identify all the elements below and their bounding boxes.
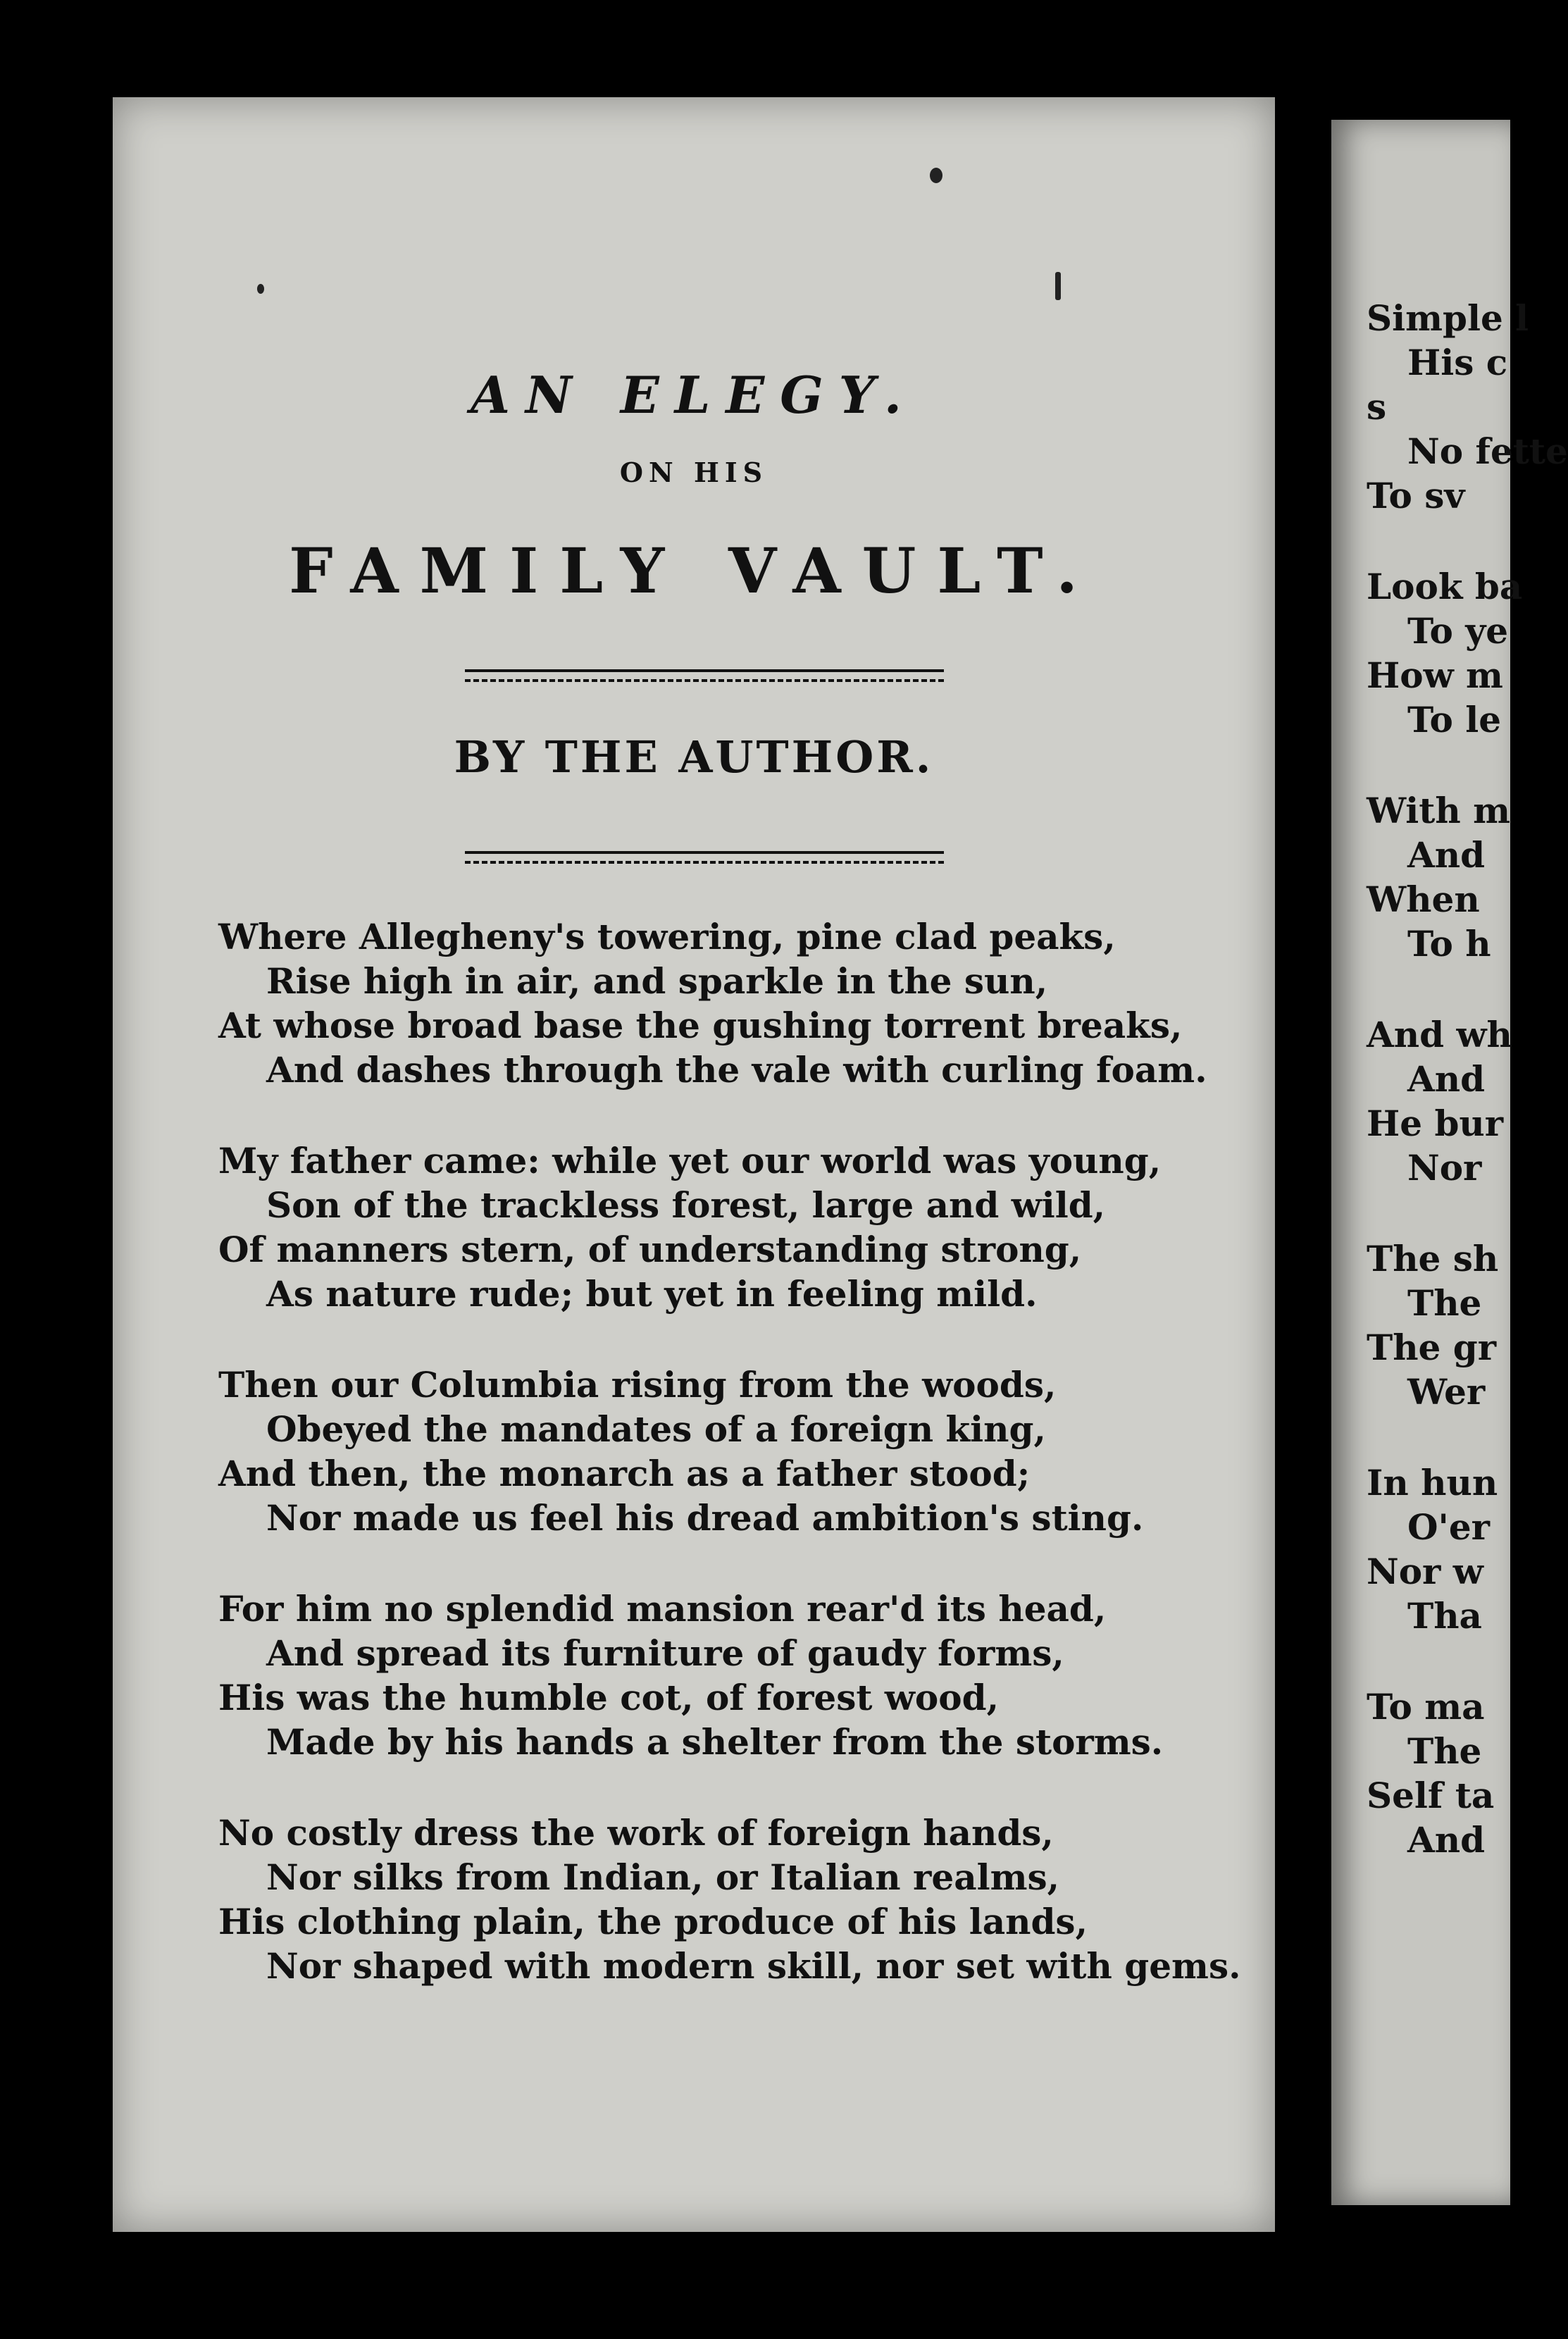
ink-speck xyxy=(257,284,264,294)
poem-line: Where Allegheny's towering, pine clad peaks, xyxy=(218,916,1116,957)
poem-line: Nor silks from Indian, or Italian realms, xyxy=(266,1856,1060,1898)
facing-page-line: The xyxy=(1407,1730,1482,1772)
ornamental-rule-top xyxy=(465,669,944,682)
ink-speck xyxy=(1055,272,1061,300)
stanza-4 xyxy=(218,1587,1261,1764)
facing-page-line: The sh xyxy=(1367,1238,1499,1279)
facing-page-line: No fette xyxy=(1407,430,1568,472)
stanza-3 xyxy=(218,1363,1261,1540)
facing-page-line: Self ta xyxy=(1367,1775,1495,1816)
poem-line: Then our Columbia rising from the woods, xyxy=(218,1364,1057,1406)
poem-line: His was the humble cot, of forest wood, xyxy=(218,1677,999,1718)
facing-page-text xyxy=(1367,296,1568,1862)
poem-line: His clothing plain, the produce of his lands, xyxy=(218,1901,1088,1942)
facing-page-line: Nor xyxy=(1407,1147,1482,1189)
poem-line: Made by his hands a shelter from the storms. xyxy=(266,1721,1164,1763)
facing-page-line: To ye xyxy=(1407,610,1509,652)
poem-body xyxy=(218,914,1261,2035)
facing-page-fragment xyxy=(1331,120,1568,2205)
poem-line: Rise high in air, and sparkle in the sun, xyxy=(266,960,1048,1002)
poem-line: Son of the trackless forest, large and wild, xyxy=(266,1184,1106,1226)
stanza-2 xyxy=(218,1139,1261,1316)
stanza-1 xyxy=(218,914,1261,1092)
facing-page-line: s xyxy=(1367,386,1387,428)
facing-page-line: How m xyxy=(1367,654,1503,696)
poem-line: And then, the monarch as a father stood; xyxy=(218,1453,1031,1494)
poem-line: As nature rude; but yet in feeling mild. xyxy=(266,1273,1038,1315)
facing-page-line: Look ba xyxy=(1367,566,1523,607)
facing-page-line: And xyxy=(1407,1058,1486,1100)
facing-page-line: Simple l xyxy=(1367,297,1529,339)
facing-page-line: Wer xyxy=(1407,1371,1486,1413)
stanza-5 xyxy=(218,1811,1261,1988)
poem-line: Of manners stern, of understanding strong, xyxy=(218,1229,1082,1270)
facing-page-line: To h xyxy=(1407,923,1491,964)
poem-line: My father came: while yet our world was young, xyxy=(218,1140,1162,1181)
stanza-gap xyxy=(1367,1638,1568,1685)
facing-page-line: To le xyxy=(1407,699,1502,740)
title-family-vault: FAMILY VAULT. xyxy=(289,534,1099,607)
facing-page-line: And xyxy=(1407,1819,1486,1861)
facing-page-line: In hun xyxy=(1367,1462,1498,1503)
facing-page-line: The xyxy=(1407,1282,1482,1324)
facing-page-line: His c xyxy=(1407,342,1508,383)
poem-line: Obeyed the mandates of a foreign king, xyxy=(266,1408,1046,1450)
stanza-gap xyxy=(1367,742,1568,788)
facing-page-line: He bur xyxy=(1367,1103,1504,1144)
facing-page-line: When xyxy=(1367,879,1480,920)
ink-speck xyxy=(930,168,942,183)
poem-line: Nor made us feel his dread ambition's sting. xyxy=(266,1497,1144,1539)
stanza-gap xyxy=(1367,966,1568,1012)
poem-line: For him no splendid mansion rear'd its head, xyxy=(218,1588,1107,1630)
facing-page-line: To sv xyxy=(1367,475,1465,516)
poem-line: Nor shaped with modern skill, nor set with gems. xyxy=(266,1945,1241,1987)
byline: BY THE AUTHOR. xyxy=(454,731,934,783)
facing-page-line: Nor w xyxy=(1367,1551,1483,1592)
facing-page-line: To ma xyxy=(1367,1686,1485,1727)
facing-page-line: With m xyxy=(1367,790,1511,831)
left-page xyxy=(113,97,1275,2232)
title-on-his: ON HIS xyxy=(619,457,769,488)
poem-line: And dashes through the vale with curling foam. xyxy=(266,1049,1207,1091)
stanza-gap xyxy=(1367,1414,1568,1460)
facing-page-line: And xyxy=(1407,834,1486,876)
poem-line: And spread its furniture of gaudy forms, xyxy=(266,1632,1064,1674)
facing-page-line: Tha xyxy=(1407,1595,1482,1637)
facing-page-line: And wh xyxy=(1367,1014,1512,1055)
ornamental-rule-bottom xyxy=(465,851,944,864)
poem-line: At whose broad base the gushing torrent breaks, xyxy=(218,1005,1183,1046)
stanza-gap xyxy=(1367,1190,1568,1236)
facing-page-line: The gr xyxy=(1367,1327,1497,1368)
title-elegy: AN ELEGY. xyxy=(471,365,917,425)
poem-line: No costly dress the work of foreign hands, xyxy=(218,1812,1054,1854)
stanza-gap xyxy=(1367,518,1568,564)
facing-page-line: O'er xyxy=(1407,1506,1491,1548)
